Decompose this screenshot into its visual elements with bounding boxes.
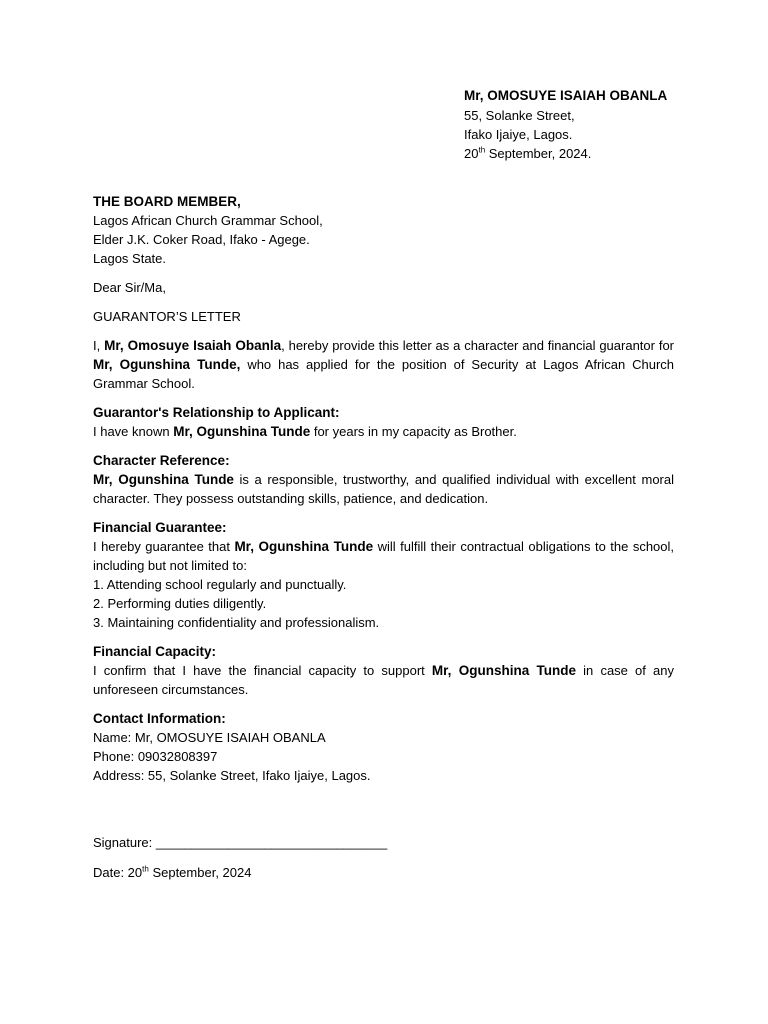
recipient-line-1: Lagos African Church Grammar School,	[93, 213, 323, 228]
salutation: Dear Sir/Ma,	[93, 280, 166, 295]
recipient-title: THE BOARD MEMBER,	[93, 194, 241, 209]
relationship-paragraph	[93, 422, 674, 441]
applicant-name: Mr, Ogunshina Tunde	[173, 424, 311, 439]
letter-body	[93, 192, 674, 882]
closing-date-prefix: Date: 20	[93, 865, 143, 880]
applicant-name: Mr, Ogunshina Tunde	[93, 472, 234, 487]
sender-date-rest: September, 2024.	[485, 146, 592, 161]
sender-block	[464, 86, 724, 163]
capacity-text-1: I confirm that I have the financial capacity to support	[93, 663, 432, 678]
relationship-text-1: I have known	[93, 424, 174, 439]
applicant-name: Mr, Ogunshina Tunde,	[93, 357, 241, 372]
recipient-line-3: Lagos State.	[93, 251, 166, 266]
guarantee-text-2: will fulfill their contractual obligations to the school, including but not limited to:	[93, 539, 675, 573]
intro-text-1: I,	[93, 338, 105, 353]
subject-line: GUARANTOR’S LETTER	[93, 309, 241, 324]
contact-address: Address: 55, Solanke Street, Ifako Ijaiye, Lagos.	[93, 768, 371, 783]
contact-heading: Contact Information:	[93, 711, 226, 726]
financial-capacity-heading: Financial Capacity:	[93, 644, 217, 659]
relationship-heading: Guarantor's Relationship to Applicant:	[93, 405, 340, 420]
character-paragraph	[93, 470, 674, 508]
financial-guarantee-heading: Financial Guarantee:	[93, 520, 227, 535]
sender-date	[464, 144, 724, 163]
list-item: 3. Maintaining confidentiality and professionalism.	[93, 615, 380, 630]
sender-address-line-1: 55, Solanke Street,	[464, 108, 575, 123]
sender-address-line-2: Ifako Ijaiye, Lagos.	[464, 127, 573, 142]
contact-phone: Phone: 09032808397	[93, 749, 218, 764]
obligations-list	[93, 575, 674, 632]
financial-capacity-paragraph	[93, 661, 674, 699]
signature-line: Signature: ________________________________	[93, 835, 388, 850]
guarantee-text-1: I hereby guarantee that	[93, 539, 235, 554]
list-item: 2. Performing duties diligently.	[93, 596, 267, 611]
closing-date-rest: September, 2024	[148, 865, 252, 880]
recipient-block	[93, 192, 674, 268]
capacity-text-2: in case of any unforeseen circumstances.	[93, 663, 675, 697]
sender-name: Mr, OMOSUYE ISAIAH OBANLA	[464, 88, 668, 103]
character-heading: Character Reference:	[93, 453, 230, 468]
recipient-line-2: Elder J.K. Coker Road, Ifako - Agege.	[93, 232, 310, 247]
sender-date-suffix: th	[478, 145, 486, 155]
closing-date-suffix: th	[142, 864, 149, 874]
sender-date-day: 20	[464, 146, 479, 161]
intro-paragraph	[93, 336, 674, 393]
list-item: 1. Attending school regularly and punctually.	[93, 577, 347, 592]
applicant-name: Mr, Ogunshina Tunde	[234, 539, 374, 554]
closing-date	[93, 863, 674, 882]
intro-text-2: , hereby provide this letter as a character and financial guarantor for	[281, 338, 674, 353]
intro-text-3: who has applied for the position of Security at Lagos African Church Grammar School.	[93, 357, 675, 391]
character-text: is a responsible, trustworthy, and qualified individual with excellent moral character. They possess outstanding skills, patience, and dedication.	[93, 472, 674, 506]
relationship-text-2: for years in my capacity as Brother.	[310, 424, 517, 439]
guarantor-name: Mr, Omosuye Isaiah Obanla	[104, 338, 282, 353]
financial-guarantee-paragraph	[93, 537, 674, 575]
contact-name: Name: Mr, OMOSUYE ISAIAH OBANLA	[93, 730, 326, 745]
applicant-name: Mr, Ogunshina Tunde	[431, 663, 577, 678]
